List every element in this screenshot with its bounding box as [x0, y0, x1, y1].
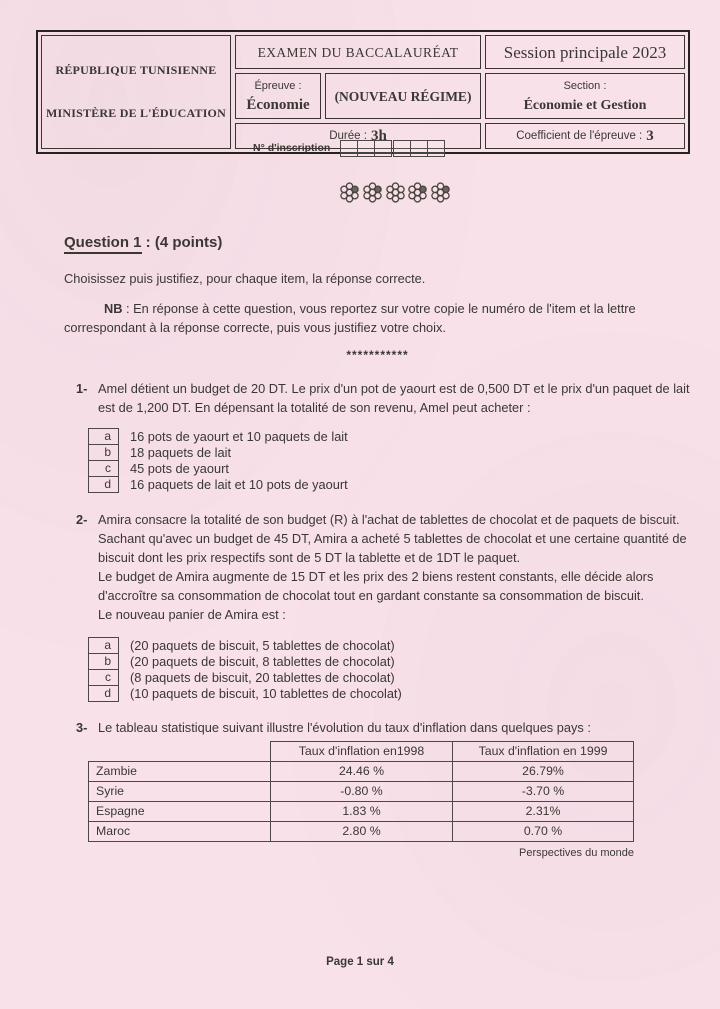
option-letter-box: c: [88, 460, 119, 477]
item-text: Amel détient un budget de 20 DT. Le prix d'un pot de yaourt est de 0,500 DT et le prix d'un paquet de lait est de 1,200 DT. En dépensant la totalité de son revenu, Amel peut acheter :: [98, 381, 690, 415]
coefficient-label: Coefficient de l'épreuve :: [516, 129, 643, 142]
table-cell-country: Maroc: [89, 822, 271, 842]
table-header-cell: Taux d'inflation en 1999: [453, 742, 634, 762]
item-text: Le tableau statistique suivant illustre l'évolution du taux d'inflation dans quelques pays :: [98, 720, 591, 735]
option-letter-box: a: [88, 637, 119, 654]
item-text: Sachant qu'avec un budget de 45 DT, Amira a acheté 5 tablettes de chocolat et une certaine quantité de biscuit dont les prix respectifs sont de 5 DT la tablette et de 1DT le paquet.: [98, 531, 687, 565]
flower-icon: [362, 182, 383, 203]
table-cell-value: 24.46 %: [271, 762, 453, 782]
item-number: 3-: [76, 720, 88, 735]
inscription-box: [410, 140, 428, 157]
section-value: Économie et Gestion: [523, 98, 647, 113]
table-cell-value: 1.83 %: [271, 802, 453, 822]
institution-line2: MINISTÈRE DE L'ÉDUCATION: [46, 106, 226, 121]
flower-icon: [430, 182, 451, 203]
table-cell-value: 26.79%: [453, 762, 634, 782]
inscription-box: [393, 140, 411, 157]
table-row: [89, 822, 634, 842]
table-header-row: [89, 742, 634, 762]
duree-label: Durée :: [329, 129, 367, 142]
option-letter-box: a: [88, 428, 119, 445]
option-text: (20 paquets de biscuit, 8 tablettes de chocolat): [130, 654, 395, 669]
table-row: [89, 762, 634, 782]
institution-line1: RÉPUBLIQUE TUNISIENNE: [55, 62, 217, 77]
item-1: [64, 379, 691, 417]
nb-text: : En réponse à cette question, vous reportez sur votre copie le numéro de l'item et la lettre correspondant à la réponse correcte, puis vous justifiez votre choix.: [64, 301, 636, 335]
inscription-box: [427, 140, 445, 157]
table-cell-value: -0.80 %: [271, 782, 453, 802]
option-text: 16 pots de yaourt et 10 paquets de lait: [130, 429, 348, 444]
inscription-label: N° d'inscription: [253, 142, 331, 154]
option-text: 45 pots de yaourt: [130, 461, 229, 476]
nb-note: [64, 299, 691, 337]
flower-ornament: [35, 182, 720, 203]
option-row: [88, 685, 691, 702]
epreuve-value: Économie: [246, 97, 310, 113]
item-text: Amira consacre la totalité de son budget (R) à l'achat de tablettes de chocolat et de paquets de biscuit.: [98, 512, 680, 527]
table-cell-value: 2.31%: [453, 802, 634, 822]
duree-value: 3h: [370, 127, 387, 144]
question-section: [64, 233, 691, 863]
table-cell-country: Espagne: [89, 802, 271, 822]
asterisk-separator: ***********: [346, 348, 409, 362]
table-cell-value: 2.80 %: [271, 822, 453, 842]
page-footer: Page 1 sur 4: [326, 956, 394, 968]
option-text: (10 paquets de biscuit, 10 tablettes de chocolat): [130, 686, 402, 701]
table-row: [89, 802, 634, 822]
flower-icon: [339, 182, 360, 203]
inflation-table: [88, 741, 634, 842]
option-letter-box: d: [88, 476, 119, 493]
item-text: Le nouveau panier de Amira est :: [98, 607, 286, 622]
question-title-text: Question 1: [64, 234, 142, 254]
inscription-row: [253, 139, 445, 158]
regime-cell: (NOUVEAU RÉGIME): [325, 73, 481, 119]
nb-label: NB: [104, 301, 123, 316]
table-cell-value: -3.70 %: [453, 782, 634, 802]
option-row: [88, 476, 691, 493]
table-cell-country: Zambie: [89, 762, 271, 782]
option-letter-box: b: [88, 653, 119, 670]
table-cell-country: Syrie: [89, 782, 271, 802]
option-letter-box: c: [88, 669, 119, 686]
question-intro: Choisissez puis justifiez, pour chaque item, la réponse correcte.: [64, 271, 426, 286]
option-text: (8 paquets de biscuit, 20 tablettes de chocolat): [130, 670, 395, 685]
flower-icon: [407, 182, 428, 203]
item-1-options: [88, 428, 691, 493]
question-points: : (4 points): [141, 234, 223, 251]
section-cell: [485, 73, 685, 119]
header-table: [36, 30, 690, 154]
table-row: [89, 782, 634, 802]
option-letter-box: d: [88, 685, 119, 702]
item-3: [64, 718, 691, 737]
table-header-cell: Taux d'inflation en1998: [271, 742, 453, 762]
institution-cell: [41, 35, 231, 149]
question-title: [64, 233, 691, 252]
flower-icon: [385, 182, 406, 203]
option-text: 16 paquets de lait et 10 pots de yaourt: [130, 477, 348, 492]
epreuve-cell: [235, 73, 321, 119]
table-cell-value: 0.70 %: [453, 822, 634, 842]
option-text: (20 paquets de biscuit, 5 tablettes de chocolat): [130, 638, 395, 653]
inscription-boxes: [341, 140, 445, 157]
option-letter-box: b: [88, 444, 119, 461]
inscription-box: [374, 140, 392, 157]
option-text: 18 paquets de lait: [130, 445, 232, 460]
item-2: [64, 510, 691, 624]
coefficient-value: 3: [646, 127, 654, 144]
coefficient-cell: [485, 123, 685, 149]
inscription-box: [340, 140, 358, 157]
table-header-empty: [89, 742, 271, 762]
table-source: Perspectives du monde: [519, 847, 634, 859]
section-label: Section :: [563, 80, 607, 92]
inscription-box: [357, 140, 375, 157]
item-2-options: [88, 637, 691, 702]
epreuve-label: Épreuve :: [254, 80, 302, 92]
session-cell: Session principale 2023: [485, 35, 685, 69]
item-number: 2-: [76, 512, 88, 527]
item-text: Le budget de Amira augmente de 15 DT et les prix des 2 biens restent constants, elle décide alors d'accroître sa consommation de chocolat tout en gardant constante sa consommation de biscuit.: [98, 569, 654, 603]
item-number: 1-: [76, 381, 88, 396]
exam-title-cell: EXAMEN DU BACCALAURÉAT: [235, 35, 481, 69]
